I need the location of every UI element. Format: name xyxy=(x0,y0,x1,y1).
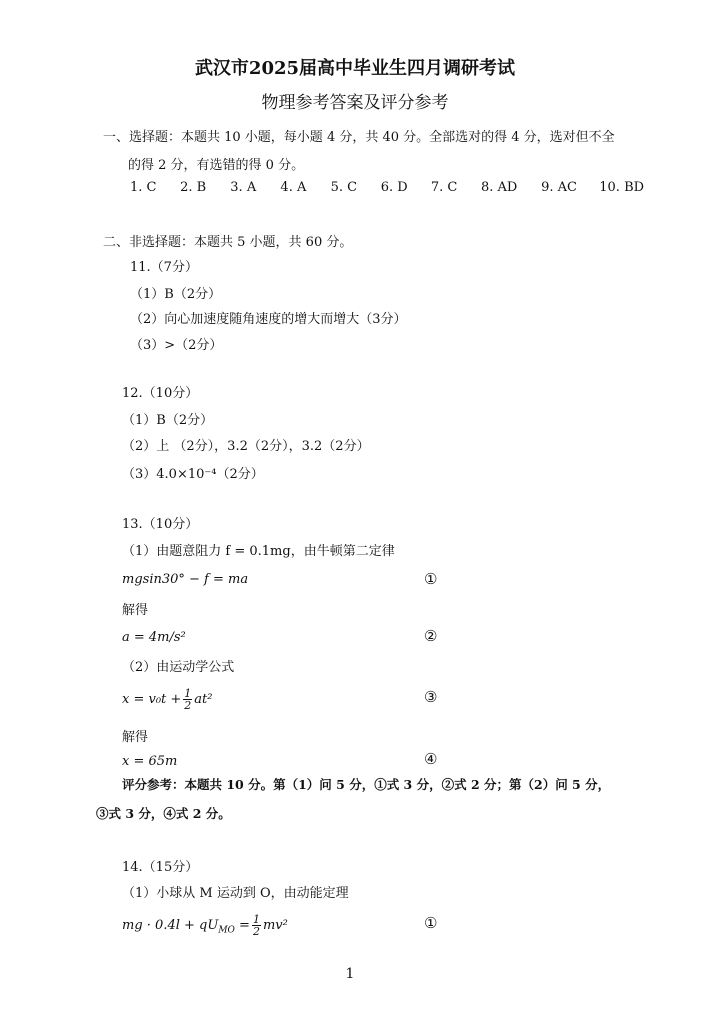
q14-eq1-fraction xyxy=(252,914,261,937)
q13-eq3-frac-num: 1 xyxy=(184,687,192,700)
page-subtitle: 物理参考答案及评分参考 xyxy=(261,93,449,113)
page-number: 1 xyxy=(345,966,355,982)
q14-eq1-frac-num: 1 xyxy=(252,913,260,926)
q13-equation1: mgsin30° − f = ma xyxy=(122,572,249,587)
answer-item: 8. AD xyxy=(480,180,518,195)
q13-equation2: a = 4m/s² xyxy=(122,630,186,645)
q13-label: 13.（10分） xyxy=(122,517,199,532)
q13-mark2: ② xyxy=(424,627,438,645)
q13-equation3 xyxy=(122,683,212,717)
q13-scoring-line2: ③式 3 分，④式 2 分。 xyxy=(96,806,231,821)
q14-eq1-left: mg · 0.4l + qU xyxy=(122,918,219,933)
answer-item: 2. B xyxy=(180,180,207,195)
q11-part1: （1）B（2分） xyxy=(130,287,222,302)
answer-item: 9. AC xyxy=(541,180,577,195)
q13-equation4: x = 65m xyxy=(122,754,178,769)
q13-mark1: ① xyxy=(424,570,438,588)
q13-part2: （2）由运动学公式 xyxy=(122,660,235,675)
answer-item: 7. C xyxy=(430,180,458,195)
q11-part3: （3）>（2分） xyxy=(130,338,223,353)
q13-mark4: ④ xyxy=(424,750,438,768)
q14-eq1-right: mv² xyxy=(262,918,288,933)
q12-label: 12.（10分） xyxy=(122,386,199,401)
answer-item: 4. A xyxy=(280,180,307,195)
q14-eq1-mid: = xyxy=(234,918,250,933)
page-title: 武汉市2025届高中毕业生四月调研考试 xyxy=(194,58,516,79)
q13-mark3: ③ xyxy=(424,688,438,706)
q13-scoring-line1: 评分参考：本题共 10 分。第（1）问 5 分，①式 3 分，②式 2 分；第（2）问 5 分， xyxy=(122,777,611,792)
q12-part2: （2）上 （2分），3.2（2分），3.2（2分） xyxy=(122,439,370,454)
q11-label: 11.（7分） xyxy=(130,260,198,275)
q11-part2: （2）向心加速度随角速度的增大而增大（3分） xyxy=(130,312,407,327)
q12-part1: （1）B（2分） xyxy=(122,413,214,428)
q13-solve1: 解得 xyxy=(122,603,149,618)
q13-eq3-frac-den: 2 xyxy=(184,699,192,712)
answer-item: 10. BD xyxy=(599,180,645,195)
section1-heading-line2: 的得 2 分，有选错的得 0 分。 xyxy=(128,158,305,173)
answer-item: 3. A xyxy=(230,180,257,195)
q14-equation1 xyxy=(122,909,288,943)
q12-part3: （3）4.0×10⁻⁴（2分） xyxy=(122,467,264,482)
q14-part1: （1）小球从 M 运动到 O，由动能定理 xyxy=(122,886,349,901)
q13-solve2: 解得 xyxy=(122,730,149,745)
q13-part1: （1）由题意阻力 f = 0.1mg，由牛顿第二定律 xyxy=(122,544,395,559)
answer-item: 1. C xyxy=(130,180,157,195)
q14-mark1: ① xyxy=(424,914,438,932)
q13-eq3-fraction xyxy=(183,688,192,711)
answer-item: 5. C xyxy=(330,180,358,195)
answer-item: 6. D xyxy=(380,180,408,195)
q14-eq1-subscript: MO xyxy=(218,925,235,936)
q14-eq1-frac-den: 2 xyxy=(252,925,260,938)
q14-label: 14.（15分） xyxy=(122,860,199,875)
answer-list xyxy=(130,180,644,195)
section2-heading: 二、非选择题：本题共 5 小题，共 60 分。 xyxy=(103,235,353,250)
q13-eq3-left: x = v₀t + xyxy=(122,692,182,707)
q13-eq3-right: at² xyxy=(194,692,213,707)
section1-heading-line1: 一、选择题：本题共 10 小题，每小题 4 分，共 40 分。全部选对的得 4 分，选对但不全 xyxy=(103,130,615,145)
